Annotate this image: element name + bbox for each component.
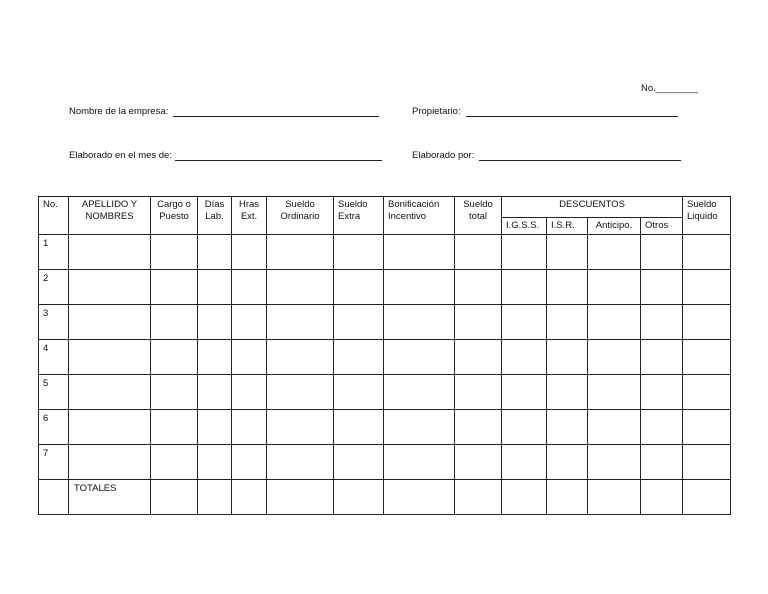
owner-line[interactable]	[466, 116, 678, 117]
table-cell[interactable]	[641, 270, 683, 305]
table-cell[interactable]	[455, 305, 502, 340]
totals-cell[interactable]	[683, 480, 731, 515]
col-header-sueldo-extra: Sueldo Extra	[334, 197, 384, 235]
table-cell[interactable]	[232, 305, 267, 340]
payroll-table	[38, 196, 731, 515]
table-row	[39, 375, 731, 410]
table-cell[interactable]	[69, 340, 151, 375]
table-cell[interactable]	[547, 375, 588, 410]
totals-label: TOTALES	[69, 480, 151, 515]
table-cell[interactable]	[502, 305, 547, 340]
table-cell[interactable]	[69, 305, 151, 340]
table-cell[interactable]	[334, 270, 384, 305]
table-cell[interactable]	[151, 340, 198, 375]
col-header-sueldo-ordinario: Sueldo Ordinario	[267, 197, 334, 235]
company-name-line[interactable]	[173, 116, 379, 117]
table-cell[interactable]	[69, 410, 151, 445]
table-cell[interactable]	[384, 235, 455, 270]
table-cell[interactable]	[151, 270, 198, 305]
row-number: 4	[39, 340, 69, 375]
table-cell[interactable]	[151, 305, 198, 340]
month-label: Elaborado en el mes de:	[69, 150, 172, 161]
table-cell[interactable]	[232, 445, 267, 480]
table-cell[interactable]	[683, 445, 731, 480]
row-number: 3	[39, 305, 69, 340]
table-cell[interactable]	[334, 375, 384, 410]
table-cell[interactable]	[588, 375, 641, 410]
totals-cell[interactable]	[267, 480, 334, 515]
table-cell[interactable]	[547, 410, 588, 445]
table-cell[interactable]	[502, 340, 547, 375]
col-header-descuentos: DESCUENTOS	[502, 197, 683, 218]
table-cell[interactable]	[69, 445, 151, 480]
table-cell[interactable]	[588, 445, 641, 480]
table-cell[interactable]	[267, 340, 334, 375]
table-cell[interactable]	[267, 235, 334, 270]
col-header-isr: I.S.R.	[547, 218, 588, 235]
table-row	[39, 340, 731, 375]
table-cell[interactable]	[455, 445, 502, 480]
row-number: 2	[39, 270, 69, 305]
table-cell[interactable]	[334, 235, 384, 270]
table-row	[39, 410, 731, 445]
table-cell[interactable]	[198, 340, 232, 375]
table-cell[interactable]	[151, 235, 198, 270]
table-cell[interactable]	[334, 410, 384, 445]
col-header-no: No.	[39, 197, 69, 235]
table-cell[interactable]	[455, 235, 502, 270]
row-number: 5	[39, 375, 69, 410]
table-cell[interactable]	[547, 445, 588, 480]
table-cell[interactable]	[641, 375, 683, 410]
table-cell[interactable]	[502, 410, 547, 445]
col-header-sueldo-total: Sueldo total	[455, 197, 502, 235]
table-cell[interactable]	[455, 410, 502, 445]
table-cell[interactable]	[641, 305, 683, 340]
table-cell[interactable]	[334, 340, 384, 375]
col-header-cargo: Cargo o Puesto	[151, 197, 198, 235]
table-cell[interactable]	[588, 235, 641, 270]
table-cell[interactable]	[232, 410, 267, 445]
table-cell[interactable]	[641, 445, 683, 480]
totals-cell	[39, 480, 69, 515]
totals-cell[interactable]	[232, 480, 267, 515]
table-cell[interactable]	[151, 445, 198, 480]
table-cell[interactable]	[588, 340, 641, 375]
table-cell[interactable]	[455, 375, 502, 410]
header-row	[39, 197, 731, 218]
table-cell[interactable]	[384, 445, 455, 480]
table-cell[interactable]	[683, 270, 731, 305]
table-cell[interactable]	[683, 340, 731, 375]
totals-cell[interactable]	[502, 480, 547, 515]
month-line[interactable]	[175, 160, 382, 161]
table-cell[interactable]	[547, 305, 588, 340]
table-cell[interactable]	[683, 305, 731, 340]
table-cell[interactable]	[641, 410, 683, 445]
table-cell[interactable]	[547, 270, 588, 305]
totals-cell[interactable]	[334, 480, 384, 515]
col-header-hras: Hras Ext.	[232, 197, 267, 235]
table-cell[interactable]	[151, 410, 198, 445]
form-number-field[interactable]: No.________	[641, 83, 699, 94]
table-body	[39, 235, 731, 515]
table-cell[interactable]	[547, 340, 588, 375]
table-cell[interactable]	[641, 235, 683, 270]
table-cell[interactable]	[384, 375, 455, 410]
col-header-sueldo-liquido: Sueldo Liquido	[683, 197, 731, 235]
company-name-label: Nombre de la empresa:	[69, 106, 169, 117]
table-cell[interactable]	[455, 270, 502, 305]
table-cell[interactable]	[198, 375, 232, 410]
col-header-dias: Días Lab.	[198, 197, 232, 235]
table-cell[interactable]	[641, 340, 683, 375]
table-cell[interactable]	[455, 340, 502, 375]
table-cell[interactable]	[334, 305, 384, 340]
table-cell[interactable]	[334, 445, 384, 480]
table-cell[interactable]	[69, 235, 151, 270]
totals-cell[interactable]	[455, 480, 502, 515]
table-cell[interactable]	[384, 270, 455, 305]
totals-cell[interactable]	[198, 480, 232, 515]
table-cell[interactable]	[198, 270, 232, 305]
table-cell[interactable]	[502, 375, 547, 410]
col-header-anticipo: Anticipo.	[588, 218, 641, 235]
table-cell[interactable]	[683, 375, 731, 410]
table-cell[interactable]	[588, 305, 641, 340]
table-cell[interactable]	[267, 375, 334, 410]
table-cell[interactable]	[198, 235, 232, 270]
prepared-by-line[interactable]	[479, 160, 681, 161]
table-row	[39, 305, 731, 340]
table-cell[interactable]	[502, 270, 547, 305]
owner-label: Propietario:	[412, 106, 461, 117]
table-cell[interactable]	[267, 410, 334, 445]
col-header-igss: I.G.S.S.	[502, 218, 547, 235]
table-row	[39, 235, 731, 270]
totals-cell[interactable]	[547, 480, 588, 515]
table-cell[interactable]	[69, 375, 151, 410]
table-cell[interactable]	[267, 305, 334, 340]
table-cell[interactable]	[384, 410, 455, 445]
table-cell[interactable]	[267, 445, 334, 480]
table-cell[interactable]	[588, 270, 641, 305]
table-cell[interactable]	[683, 235, 731, 270]
table-row	[39, 270, 731, 305]
table-cell[interactable]	[198, 410, 232, 445]
table-cell[interactable]	[502, 235, 547, 270]
table-cell[interactable]	[384, 305, 455, 340]
table-cell[interactable]	[547, 235, 588, 270]
row-number: 7	[39, 445, 69, 480]
table-cell[interactable]	[198, 305, 232, 340]
row-number: 6	[39, 410, 69, 445]
table-cell[interactable]	[232, 270, 267, 305]
totals-cell[interactable]	[151, 480, 198, 515]
col-header-bonificacion: Bonificación Incentivo	[384, 197, 455, 235]
table-cell[interactable]	[232, 375, 267, 410]
totals-cell[interactable]	[588, 480, 641, 515]
table-cell[interactable]	[683, 410, 731, 445]
row-number: 1	[39, 235, 69, 270]
table-cell[interactable]	[384, 340, 455, 375]
table-cell[interactable]	[232, 235, 267, 270]
table-cell[interactable]	[69, 270, 151, 305]
totals-cell[interactable]	[641, 480, 683, 515]
table-cell[interactable]	[588, 410, 641, 445]
table-cell[interactable]	[502, 445, 547, 480]
totals-row	[39, 480, 731, 515]
table-cell[interactable]	[232, 340, 267, 375]
totals-cell[interactable]	[384, 480, 455, 515]
prepared-by-label: Elaborado por:	[412, 150, 475, 161]
table-row	[39, 445, 731, 480]
table-cell[interactable]	[267, 270, 334, 305]
table-cell[interactable]	[198, 445, 232, 480]
col-header-otros: Otros	[641, 218, 683, 235]
table-cell[interactable]	[151, 375, 198, 410]
col-header-apellido: APELLIDO Y NOMBRES	[69, 197, 151, 235]
